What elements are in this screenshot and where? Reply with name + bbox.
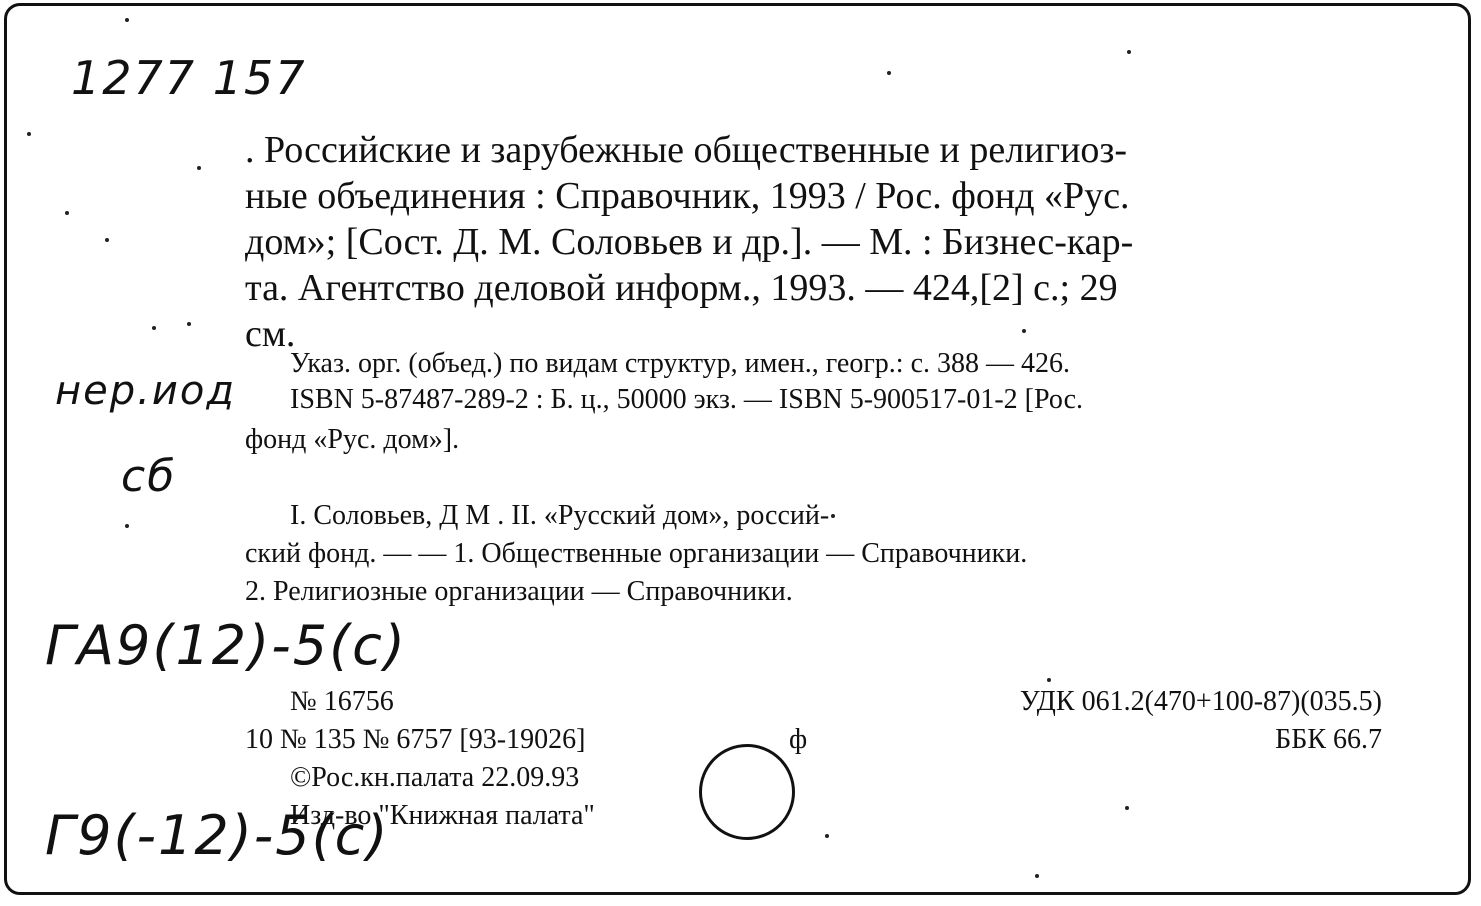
- card-number: № 16756: [290, 686, 394, 717]
- scan-speck: [1125, 806, 1129, 810]
- index-note: Указ. орг. (объед.) по видам структур, имен., геогр.: с. 388 — 426.: [290, 348, 1071, 379]
- scan-speck: [1035, 874, 1039, 878]
- handwritten-call-number: 1277 157: [71, 51, 307, 105]
- main-entry-line-1: . Российские и зарубежные общественные и религиоз-: [245, 129, 1128, 171]
- scan-speck: [1047, 678, 1051, 682]
- stamp-circle: [699, 744, 795, 840]
- handwritten-classmark-2: Г9(-12)-5(с): [45, 804, 390, 867]
- isbn-line-2: фонд «Рус. дом»].: [245, 424, 460, 455]
- order-numbers: 10 № 135 № 6757 [93-19026]: [245, 724, 586, 755]
- copyright-line: ©Рос.кн.палата 22.09.93: [290, 762, 580, 793]
- main-entry-line-4: та. Агентство деловой информ., 1993. — 424,[2] с.; 29: [245, 267, 1118, 309]
- scan-speck: [27, 132, 31, 136]
- tracings-line-2: ский фонд. — — 1. Общественные организации — Справочники.: [245, 538, 1028, 569]
- udk-code: УДК 061.2(470+100-87)(035.5): [1019, 686, 1382, 717]
- tracings-line-3: 2. Религиозные организации — Справочники.: [245, 576, 793, 607]
- publisher-line: Изд-во "Книжная палата": [290, 800, 595, 831]
- scan-speck: [197, 166, 201, 170]
- scan-speck: [831, 514, 835, 518]
- scan-speck: [152, 326, 156, 330]
- main-entry-line-2: ные объединения : Справочник, 1993 / Рос. фонд «Рус.: [245, 175, 1130, 217]
- scan-speck: [105, 238, 109, 242]
- scan-speck: [887, 71, 891, 75]
- scan-speck: [825, 834, 829, 838]
- scan-speck: [1127, 50, 1131, 54]
- handwritten-abbrev-note: нер.иод: [55, 368, 236, 414]
- scan-speck: [125, 18, 129, 22]
- handwritten-abbrev-note-2: сб: [121, 451, 177, 502]
- order-numbers-suffix: ф: [789, 724, 808, 755]
- handwritten-classmark-1: ГА9(12)-5(с): [45, 614, 407, 677]
- catalog-card: [4, 3, 1471, 895]
- scan-speck: [125, 524, 129, 528]
- isbn-line: ISBN 5-87487-289-2 : Б. ц., 50000 экз. — ISBN 5-900517-01-2 [Рос.: [290, 384, 1084, 415]
- main-entry-line-5: см.: [245, 313, 296, 355]
- scan-speck: [1022, 329, 1026, 333]
- main-entry-line-3: дом»; [Сост. Д. М. Соловьев и др.]. — М. : Бизнес-кар-: [245, 221, 1134, 263]
- bbk-code: ББК 66.7: [1275, 724, 1382, 755]
- scan-speck: [187, 322, 191, 326]
- tracings-line-1: I. Соловьев, Д М . II. «Русский дом», россий-: [290, 500, 830, 531]
- scan-speck: [65, 211, 69, 215]
